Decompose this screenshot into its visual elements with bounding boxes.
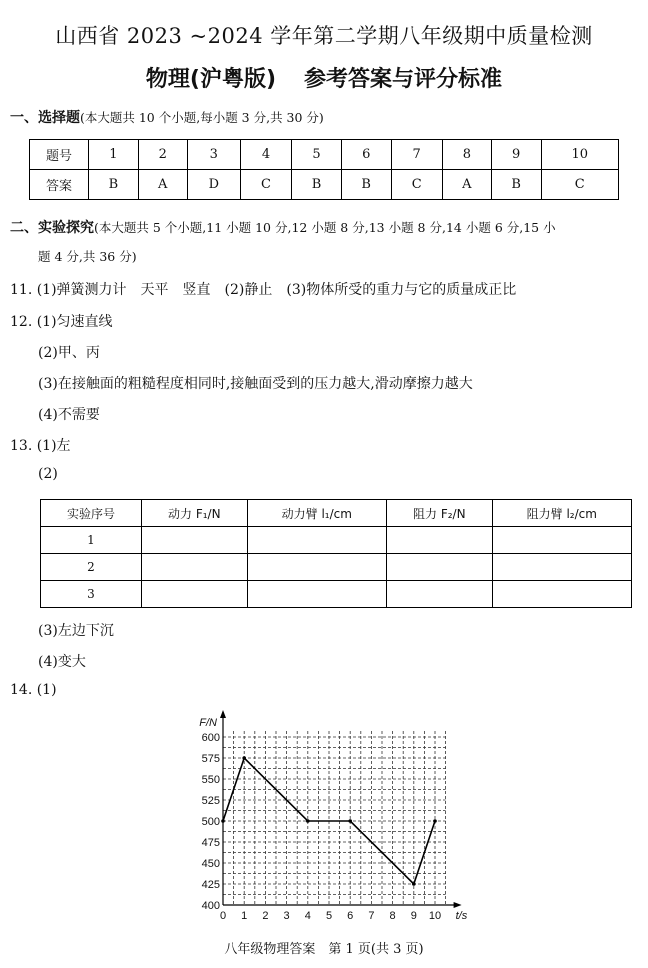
answer-cell: B bbox=[491, 170, 541, 200]
question-number: 8 bbox=[442, 140, 491, 170]
answer-cell: B bbox=[292, 170, 342, 200]
q12-part1: 12. (1)匀速直线 bbox=[10, 314, 113, 330]
y-tick-label: 500 bbox=[201, 816, 220, 828]
section1-note: (本大题共 10 个小题,每小题 3 分,共 30 分) bbox=[80, 110, 324, 125]
lever-table-row bbox=[41, 554, 632, 581]
subtitle-description: 参考答案与评分标准 bbox=[304, 67, 503, 92]
answer-cell: C bbox=[541, 170, 618, 200]
lever-table-row bbox=[41, 527, 632, 554]
y-tick-label: 525 bbox=[201, 795, 220, 807]
answer-cell: B bbox=[89, 170, 139, 200]
lever-header-cell: 实验序号 bbox=[41, 500, 142, 527]
section2-note: (本大题共 5 个小题,11 小题 10 分,12 小题 8 分,13 小题 8 分,14 小题 6 分,15 小 bbox=[94, 220, 556, 235]
x-tick-label: 2 bbox=[262, 910, 269, 922]
y-tick-label: 425 bbox=[201, 879, 220, 891]
lever-empty-cell bbox=[492, 527, 631, 554]
answer-row-label: 答案 bbox=[30, 170, 89, 200]
question-number: 9 bbox=[491, 140, 541, 170]
q13-part4: (4)变大 bbox=[38, 654, 86, 670]
y-tick-label: 450 bbox=[201, 858, 220, 870]
answer-table bbox=[29, 139, 619, 200]
lever-header-cell: 阻力 F₂/N bbox=[386, 500, 492, 527]
answer-cell: B bbox=[341, 170, 391, 200]
answer-cell: A bbox=[138, 170, 187, 200]
q12-part4: (4)不需要 bbox=[38, 407, 100, 423]
section1-heading-line bbox=[10, 107, 324, 127]
section2-note-cont: 题 4 分,共 36 分) bbox=[38, 249, 137, 264]
x-axis-arrow bbox=[454, 902, 462, 908]
section2-heading-line bbox=[10, 217, 556, 237]
x-tick-label: 6 bbox=[347, 910, 354, 922]
data-point bbox=[242, 756, 246, 760]
lever-empty-cell bbox=[142, 527, 248, 554]
answer-table-number-row bbox=[30, 140, 619, 170]
lever-row-index: 2 bbox=[41, 554, 142, 581]
y-axis-arrow bbox=[220, 710, 226, 718]
lever-table bbox=[40, 499, 632, 608]
q13-part3: (3)左边下沉 bbox=[38, 623, 114, 639]
x-tick-label: 1 bbox=[241, 910, 248, 922]
q12-part3: (3)在接触面的粗糙程度相同时,接触面受到的压力越大,滑动摩擦力越大 bbox=[38, 376, 473, 392]
question-number: 1 bbox=[89, 140, 139, 170]
y-tick-label: 575 bbox=[201, 753, 220, 765]
y-tick-label: 550 bbox=[201, 774, 220, 786]
question-number: 10 bbox=[541, 140, 618, 170]
lever-header-cell: 动力 F₁/N bbox=[142, 500, 248, 527]
lever-empty-cell bbox=[142, 581, 248, 608]
section2-heading: 二、实验探究 bbox=[10, 220, 94, 236]
q13-part2: (2) bbox=[38, 466, 58, 482]
answer-cell: C bbox=[240, 170, 291, 200]
answer-table-answer-row bbox=[30, 170, 619, 200]
data-point bbox=[306, 819, 310, 823]
page-title: 山西省 2023 ~2024 学年第二学期八年级期中质量检测 bbox=[55, 24, 593, 48]
lever-empty-cell bbox=[492, 554, 631, 581]
x-tick-label: 5 bbox=[325, 910, 333, 922]
x-tick-label: 0 bbox=[219, 910, 227, 922]
page-footer: 八年级物理答案 第 1 页(共 3 页) bbox=[224, 942, 424, 957]
lever-empty-cell bbox=[386, 581, 492, 608]
y-tick-label: 475 bbox=[201, 837, 220, 849]
x-tick-label: 10 bbox=[428, 910, 442, 922]
data-point bbox=[348, 819, 352, 823]
lever-empty-cell bbox=[142, 554, 248, 581]
data-point bbox=[221, 819, 225, 823]
lever-empty-cell bbox=[386, 554, 492, 581]
data-point bbox=[433, 819, 437, 823]
q12-part2: (2)甲、丙 bbox=[38, 345, 100, 361]
y-tick-label: 400 bbox=[201, 900, 220, 912]
x-axis-label: t/s bbox=[455, 910, 468, 922]
lever-empty-cell bbox=[247, 554, 386, 581]
x-tick-label: 9 bbox=[410, 910, 417, 922]
x-tick-label: 7 bbox=[368, 910, 375, 922]
x-tick-label: 8 bbox=[389, 910, 396, 922]
y-tick-label: 600 bbox=[201, 732, 220, 744]
question-number: 3 bbox=[187, 140, 240, 170]
q14-part1: 14. (1) bbox=[10, 682, 57, 698]
page-subtitle bbox=[0, 62, 648, 93]
question-number: 5 bbox=[292, 140, 342, 170]
force-time-chart bbox=[188, 708, 478, 928]
y-axis-label: F/N bbox=[199, 717, 217, 729]
lever-row-index: 3 bbox=[41, 581, 142, 608]
lever-header-cell: 阻力臂 l₂/cm bbox=[492, 500, 631, 527]
lever-empty-cell bbox=[386, 527, 492, 554]
answer-cell: C bbox=[391, 170, 442, 200]
q13-part1: 13. (1)左 bbox=[10, 438, 71, 454]
question-number: 6 bbox=[341, 140, 391, 170]
lever-table-header bbox=[41, 500, 632, 527]
question-number: 2 bbox=[138, 140, 187, 170]
lever-header-cell: 动力臂 l₁/cm bbox=[247, 500, 386, 527]
number-row-label: 题号 bbox=[30, 140, 89, 170]
answer-cell: D bbox=[187, 170, 240, 200]
lever-empty-cell bbox=[247, 527, 386, 554]
lever-table-row bbox=[41, 581, 632, 608]
lever-empty-cell bbox=[492, 581, 631, 608]
x-tick-label: 4 bbox=[304, 910, 311, 922]
question-number: 7 bbox=[391, 140, 442, 170]
question-number: 4 bbox=[240, 140, 291, 170]
x-tick-label: 3 bbox=[283, 910, 290, 922]
section1-heading: 一、选择题 bbox=[10, 110, 80, 126]
answer-cell: A bbox=[442, 170, 491, 200]
lever-empty-cell bbox=[247, 581, 386, 608]
data-point bbox=[412, 882, 416, 886]
q11-answer: 11. (1)弹簧测力计 天平 竖直 (2)静止 (3)物体所受的重力与它的质量成正比 bbox=[10, 282, 517, 298]
lever-row-index: 1 bbox=[41, 527, 142, 554]
subtitle-subject: 物理(沪粤版) bbox=[145, 67, 277, 92]
